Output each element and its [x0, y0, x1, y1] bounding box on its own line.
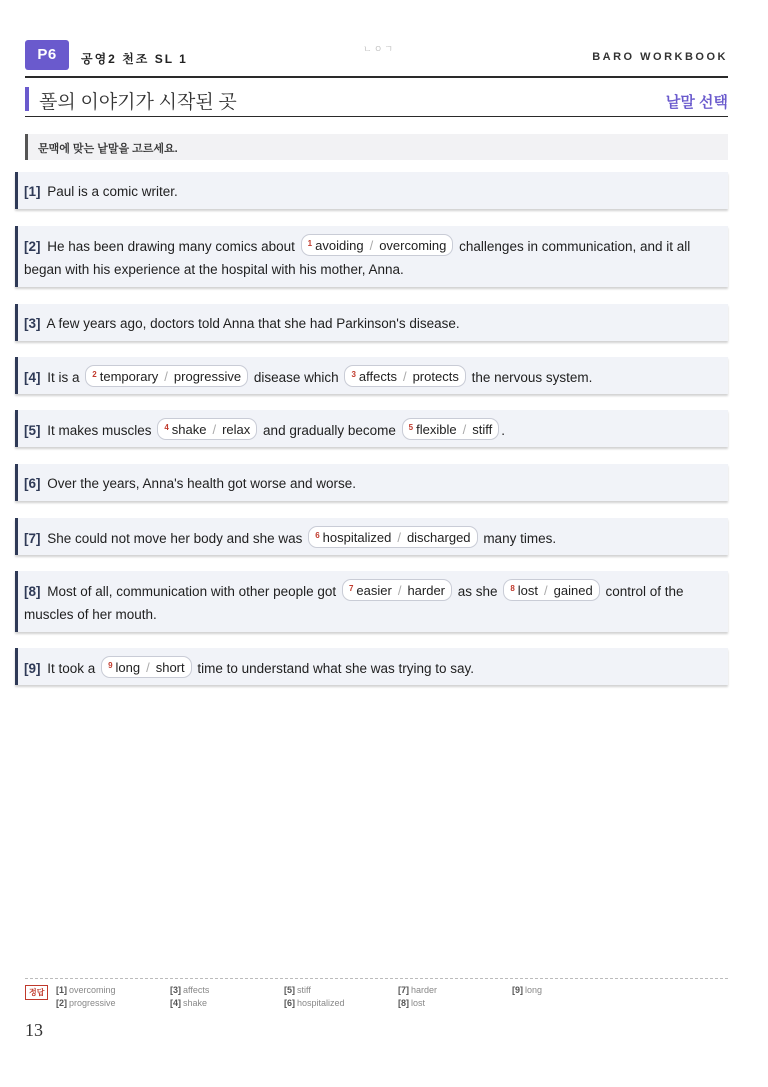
sentence-text: .	[501, 423, 505, 438]
choice-divider: /	[397, 530, 401, 545]
sentence-text: A few years ago, doctors told Anna that she had Parkinson's disease.	[46, 316, 460, 331]
answer-item: [9] long	[512, 985, 543, 995]
sentence-text: Over the years, Anna's health got worse and worse.	[47, 476, 357, 491]
question-number: [8]	[24, 584, 41, 599]
sentence-text: It makes muscles	[47, 423, 152, 438]
course-label: 공영2 천조 SL 1	[81, 52, 188, 66]
answer-item: [1] overcoming	[56, 985, 116, 995]
sentence-text: many times.	[483, 531, 557, 546]
choice-option-b[interactable]: relax	[222, 422, 251, 437]
choice-divider: /	[402, 369, 407, 384]
choice-pill-1	[301, 234, 454, 256]
sentence-text: as she	[457, 584, 498, 599]
sentence-text: the nervous system.	[471, 370, 593, 385]
choice-option-b[interactable]: progressive	[173, 369, 242, 384]
choice-number: 3	[351, 370, 356, 379]
choice-divider: /	[369, 238, 374, 253]
answer-label: 정답	[25, 985, 48, 1000]
answer-item: [4] shake	[170, 998, 208, 1008]
choice-option-a[interactable]: flexible	[416, 422, 457, 437]
choice-pill-8	[503, 579, 599, 601]
title-accent-bar	[25, 87, 29, 111]
title-bar	[25, 85, 728, 117]
choice-option-b[interactable]: protects	[412, 369, 459, 384]
question-number: [7]	[24, 531, 41, 546]
choice-divider: /	[164, 369, 168, 384]
sentence-text: time to understand what she was trying to say.	[197, 661, 475, 676]
answer-item: [6] hospitalized	[284, 998, 345, 1008]
choice-number: 6	[315, 531, 320, 540]
sentence-text: and gradually become	[263, 423, 396, 438]
choice-option-a[interactable]: shake	[171, 422, 207, 437]
choice-pill-9	[101, 656, 192, 678]
sentence-text: disease which	[253, 370, 339, 385]
choice-divider: /	[462, 422, 467, 437]
question-item-5	[15, 410, 728, 447]
answer-item: [7] harder	[398, 985, 438, 995]
choice-option-a[interactable]: affects	[358, 369, 397, 384]
choice-number: 4	[164, 423, 169, 432]
question-item-9	[15, 648, 728, 685]
choice-option-b[interactable]: stiff	[472, 422, 493, 437]
choice-pill-2	[85, 365, 248, 387]
question-number: [2]	[24, 239, 41, 254]
choice-divider: /	[212, 422, 217, 437]
choice-number: 7	[348, 584, 354, 593]
question-item-6	[15, 464, 728, 501]
sentence-text: It took a	[47, 661, 96, 676]
choice-number: 5	[408, 423, 414, 432]
instruction-text: 문맥에 맞는 낱말을 고르세요.	[38, 143, 178, 155]
sentence-text: It is a	[47, 370, 80, 385]
sentence-text: He has been drawing many comics about	[47, 239, 295, 254]
question-item-3	[15, 304, 728, 341]
choice-option-a[interactable]: hospitalized	[322, 530, 392, 545]
question-number: [9]	[24, 661, 41, 676]
sentence-text: She could not move her body and she was	[47, 531, 303, 546]
brand-label: BARO WORKBOOK	[592, 51, 728, 63]
choice-number: 1	[307, 239, 313, 248]
page-badge: P6	[25, 40, 69, 70]
choice-number: 9	[108, 661, 113, 670]
choice-option-a[interactable]: lost	[517, 583, 539, 598]
choice-pill-5	[402, 418, 500, 440]
choice-option-a[interactable]: avoiding	[315, 238, 364, 253]
answer-key	[25, 978, 728, 1008]
question-number: [3]	[24, 316, 41, 331]
question-number: [4]	[24, 370, 41, 385]
page-header	[25, 40, 728, 78]
sentence-text: control of the muscles of her mouth.	[24, 584, 684, 622]
choice-option-b[interactable]: harder	[407, 583, 446, 598]
choice-pill-3	[344, 365, 465, 387]
choice-number: 2	[92, 370, 97, 379]
choice-option-b[interactable]: discharged	[406, 530, 471, 545]
choice-pill-6	[308, 526, 477, 548]
page-number: 13	[25, 1020, 43, 1040]
choice-option-b[interactable]: short	[155, 660, 185, 675]
choice-pill-7	[342, 579, 452, 601]
question-number: [5]	[24, 423, 41, 438]
question-item-1	[15, 172, 728, 209]
question-number: [1]	[24, 184, 41, 199]
choice-number: 8	[510, 584, 515, 593]
question-item-7	[15, 518, 728, 555]
sentence-text: Most of all, communication with other people got	[47, 584, 337, 599]
question-number: [6]	[24, 476, 41, 491]
choice-option-a[interactable]: long	[115, 660, 141, 675]
answer-item: [5] stiff	[284, 985, 311, 995]
answer-item: [3] affects	[170, 985, 210, 995]
question-item-4	[15, 357, 728, 394]
choice-option-b[interactable]: gained	[553, 583, 593, 598]
exercise-type: 낱말 선택	[665, 94, 728, 111]
answer-item: [2] progressive	[56, 998, 116, 1008]
instruction-box	[25, 134, 728, 160]
choice-divider: /	[397, 583, 402, 598]
page-code: ㄴㅇㄱ	[363, 44, 396, 54]
choice-pill-4	[157, 418, 257, 440]
sentence-text: challenges in communication, and it all began with his experience at the hospital with his mother, Anna.	[24, 239, 691, 277]
question-item-2	[15, 226, 728, 287]
choice-option-a[interactable]: temporary	[99, 369, 159, 384]
answer-item: [8] lost	[398, 998, 426, 1008]
choice-option-a[interactable]: easier	[356, 583, 392, 598]
choice-divider: /	[544, 583, 548, 598]
question-item-8	[15, 571, 728, 632]
choice-option-b[interactable]: overcoming	[379, 238, 447, 253]
page-title: 폴의 이야기가 시작된 곳	[39, 92, 237, 113]
sentence-text: Paul is a comic writer.	[47, 184, 178, 199]
choice-divider: /	[146, 660, 150, 675]
